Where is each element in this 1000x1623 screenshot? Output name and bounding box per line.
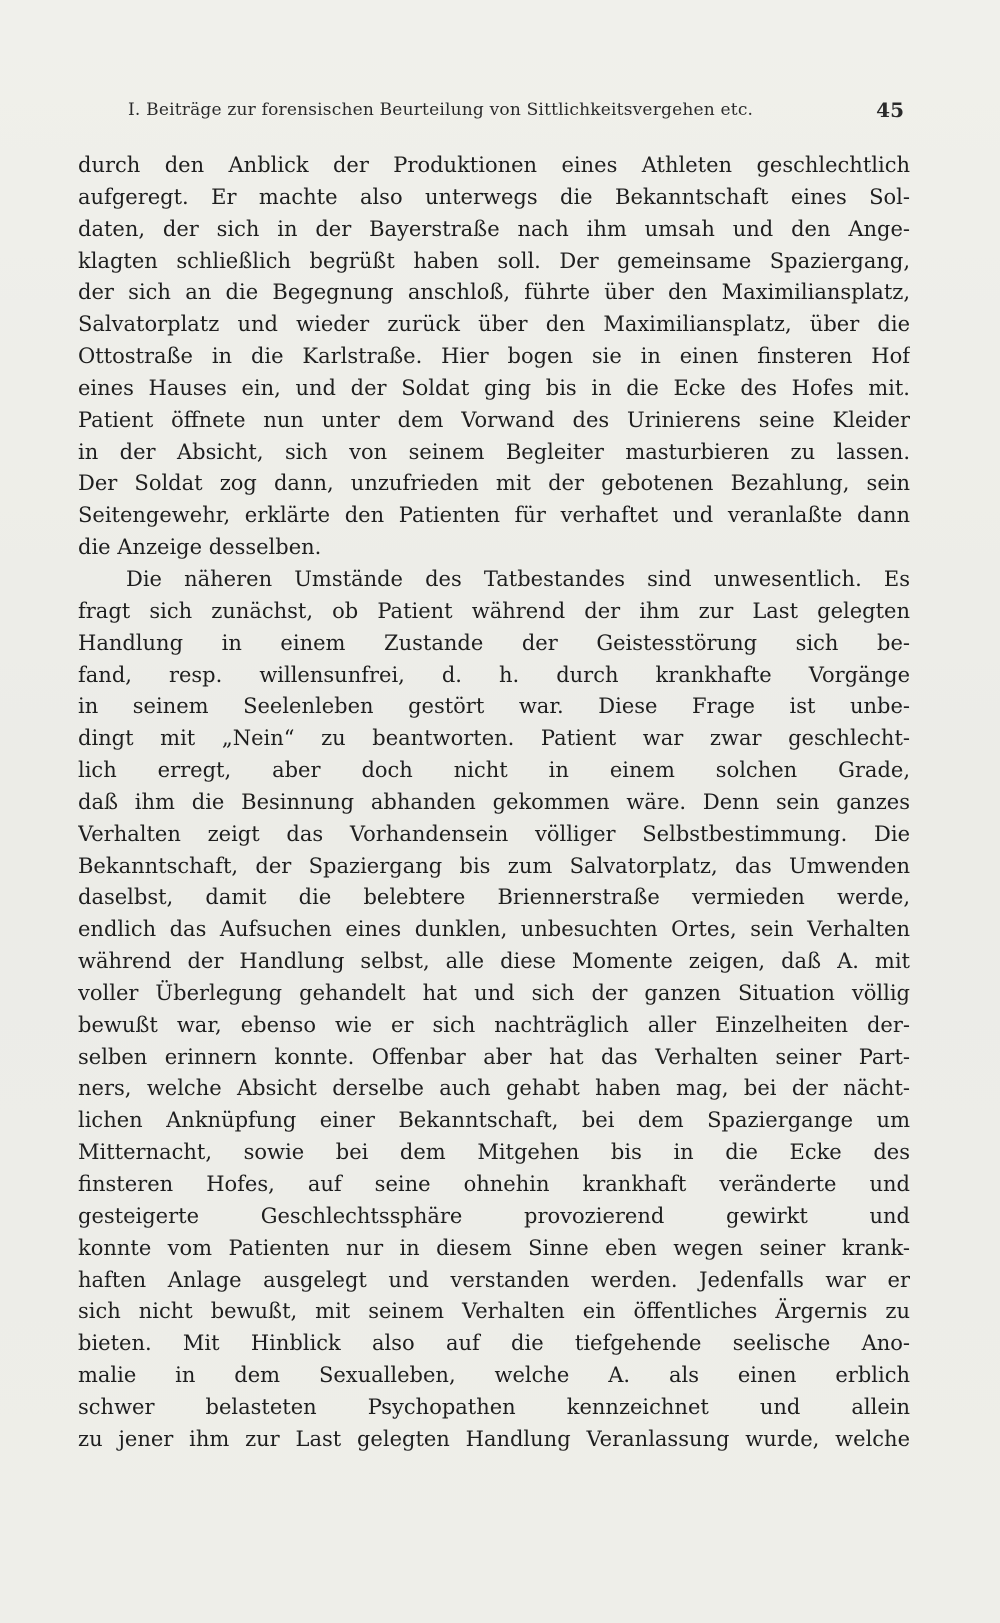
text-line: haften Anlage ausgelegt und verstanden werden. Jedenfalls war er <box>78 1267 910 1292</box>
text-line: gesteigerte Geschlechtssphäre provozierend gewirkt und <box>78 1203 910 1228</box>
text-line: während der Handlung selbst, alle diese Momente zeigen, daß A. mit <box>78 949 910 974</box>
paragraph-end-line: die Anzeige desselben. <box>78 535 322 560</box>
running-header <box>128 96 904 124</box>
text-line: der sich an die Begegnung anschloß, führte über den Maximiliansplatz, <box>78 280 910 305</box>
text-line: Patient öffnete nun unter dem Vorwand des Urinierens seine Kleider <box>78 407 910 432</box>
text-line: eines Hauses ein, und der Soldat ging bis in die Ecke des Hofes mit. <box>78 375 910 400</box>
text-line: daselbst, damit die belebtere Briennerstraße vermieden werde, <box>78 885 910 910</box>
text-line: durch den Anblick der Produktionen eines Athleten geschlechtlich <box>78 153 910 177</box>
text-line: malie in dem Sexualleben, welche A. als einen erblich <box>78 1363 910 1388</box>
text-line: schwer belasteten Psychopathen kennzeichnet und allein <box>78 1394 910 1419</box>
text-line: fand, resp. willensunfrei, d. h. durch krankhafte Vorgänge <box>78 662 910 687</box>
text-line: sich nicht bewußt, mit seinem Verhalten ein öffentliches Ärgernis zu <box>78 1299 910 1324</box>
text-line: fragt sich zunächst, ob Patient während der ihm zur Last gelegten <box>78 598 910 623</box>
text-line: zu jener ihm zur Last gelegten Handlung Veranlassung wurde, welche <box>78 1426 910 1451</box>
text-line: konnte vom Patienten nur in diesem Sinne eben wegen seiner krank- <box>78 1235 910 1260</box>
text-line: daß ihm die Besinnung abhanden gekommen wäre. Denn sein ganzes <box>78 789 910 814</box>
text-line: aufgeregt. Er machte also unterwegs die Bekanntschaft eines Sol- <box>78 184 910 209</box>
text-line: Bekanntschaft, der Spaziergang bis zum Salvatorplatz, das Umwenden <box>78 853 910 878</box>
text-line: bewußt war, ebenso wie er sich nachträglich aller Einzelheiten der- <box>78 1012 910 1037</box>
text-line: bieten. Mit Hinblick also auf die tiefgehende seelische Ano- <box>78 1331 910 1356</box>
text-line: Der Soldat zog dann, unzufrieden mit der gebotenen Bezahlung, sein <box>78 471 910 496</box>
text-line: endlich das Aufsuchen eines dunklen, unbesuchten Ortes, sein Verhalten <box>78 917 910 942</box>
text-line: in der Absicht, sich von seinem Begleiter masturbieren zu lassen. <box>78 439 910 464</box>
page-number: 45 <box>876 98 904 122</box>
text-line: klagten schließlich begrüßt haben soll. Der gemeinsame Spaziergang, <box>78 248 910 273</box>
running-title: I. Beiträge zur forensischen Beurteilung von Sittlichkeitsvergehen etc. <box>128 100 754 120</box>
text-line: Die näheren Umstände des Tatbestandes sind unwesentlich. Es <box>126 566 910 591</box>
text-line: Seitengewehr, erklärte den Patienten für verhaftet und veranlaßte dann <box>78 503 910 528</box>
text-line: Salvatorplatz und wieder zurück über den Maximiliansplatz, über die <box>78 312 910 337</box>
text-line: Mitternacht, sowie bei dem Mitgehen bis in die Ecke des <box>78 1140 910 1165</box>
text-line: Handlung in einem Zustande der Geistesstörung sich be- <box>78 630 910 655</box>
body-text <box>78 150 910 1456</box>
text-line: daten, der sich in der Bayerstraße nach ihm umsah und den Ange- <box>78 216 910 241</box>
text-line: dingt mit „Nein“ zu beantworten. Patient war zwar geschlecht- <box>78 726 910 751</box>
text-line: finsteren Hofes, auf seine ohnehin krankhaft veränderte und <box>78 1172 910 1196</box>
text-line: in seinem Seelenleben gestört war. Diese Frage ist unbe- <box>78 694 910 719</box>
text-line: selben erinnern konnte. Offenbar aber hat das Verhalten seiner Part- <box>78 1044 910 1069</box>
text-line: Ottostraße in die Karlstraße. Hier bogen sie in einen finsteren Hof <box>78 344 910 369</box>
text-line: voller Überlegung gehandelt hat und sich der ganzen Situation völlig <box>78 980 910 1005</box>
text-line: lich erregt, aber doch nicht in einem solchen Grade, <box>78 758 910 783</box>
text-line: Verhalten zeigt das Vorhandensein völliger Selbstbestimmung. Die <box>78 821 910 846</box>
text-line: lichen Anknüpfung einer Bekanntschaft, bei dem Spaziergange um <box>78 1108 910 1133</box>
text-line: ners, welche Absicht derselbe auch gehabt haben mag, bei der nächt- <box>78 1076 910 1101</box>
